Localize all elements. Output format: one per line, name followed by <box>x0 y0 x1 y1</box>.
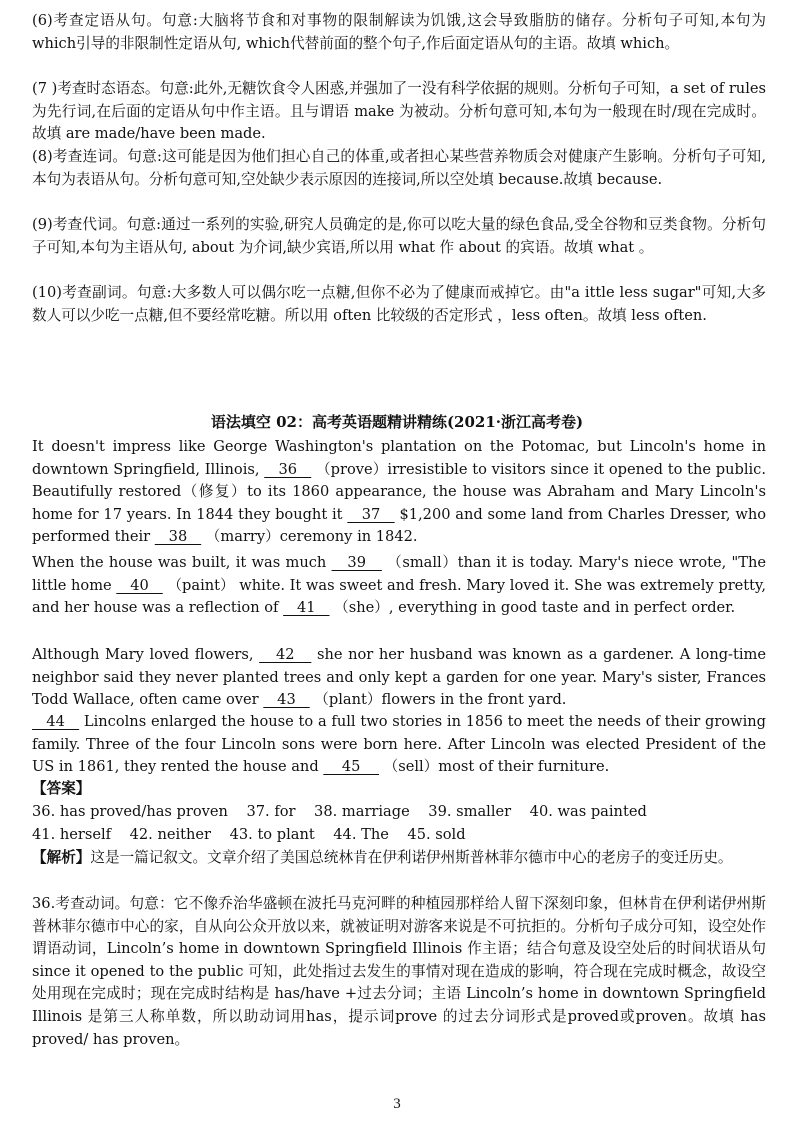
explanation-6: (6)考查定语从句。句意:大脑将节食和对事物的限制解读为饥饿,这会导致脂肪的储存。分析句子可知,本句为which引导的非限制性定语从句, which代替前面的整个句子,作后面定语从句的主语。故填 which。 <box>32 12 766 52</box>
passage-text: （small）than it is today. Mary's niece wrote, "The little home <box>32 554 767 594</box>
explanation-10: (10)考查副词。句意:大多数人可以偶尔吃一点糖,但你不必为了健康而戒掉它。由"a ittle less sugar"可知,大多数人可以少吃一点糖,但不要经常吃糖。所以用 often 比较级的否定形式 ，less often。故填 less often. <box>32 284 766 324</box>
explanation-36: 36.考查动词。句意：它不像乔治华盛顿在波托马克河畔的种植园那样给人留下深刻印象，但林肯在伊利诺伊州斯普林菲尔德市中心的家，自从向公众开放以来，就被证明对游客来说是不可抗拒的。分析句子成分可知，设空处作谓语动词，Lincoln’s home in downtown Springfield Illinois 作主语；结合句意及设空处后的时间状语从句 since it opened to the public 可知，此处指过去发生的事情对现在造成的影响，符合现在完成时概念，故设空处用现在完成时；现在完成时结构是 has/have +过去分词；主语 Lincoln’s home in downtown Springfield Illinois 是第三人称单数，所以助动词用has，提示词prove 的过去分词形式是proved或proven。故填 has proved/ has proven。 <box>32 895 766 1048</box>
passage-text: It doesn't impress like George Washington's plantation on the Potomac, but Lincoln's home in downtown Springfield, Illinois, <box>32 438 766 478</box>
analysis <box>32 847 766 870</box>
blank-40: 40 <box>116 576 163 594</box>
passage-text: （sell）most of their furniture. <box>379 758 610 776</box>
blank-38: 38 <box>154 528 202 546</box>
blank-44: 44 <box>32 713 80 730</box>
blank-42: 42 <box>259 646 312 663</box>
passage-text: Lincolns enlarged the house to a full two stories in 1856 to meet the needs of their growing family. Three of the four Lincoln sons were born here. After Lincoln was elected President of the US in 1861, they rented the house and <box>32 713 766 776</box>
blank-37: 37 <box>347 505 395 523</box>
passage-text: （she）, everything in good taste and in perfect order. <box>329 599 736 617</box>
passage-text: Although Mary loved flowers, <box>32 646 260 663</box>
blank-39: 39 <box>331 554 382 571</box>
passage-paragraph-3 <box>32 644 766 712</box>
passage-text: $1,200 and some land from Charles Dresser, who performed their <box>32 505 767 546</box>
blank-36: 36 <box>264 460 312 478</box>
explanation-9: (9)考查代词。句意:通过一系列的实验,研究人员确定的是,你可以吃大量的绿色食品,受全谷物和豆类食物。分析句子可知,本句为主语从句, about 为介词,缺少宾语,所以用 what 作 about 的宾语。故填 what 。 <box>32 216 766 256</box>
page-number: 3 <box>393 1096 401 1112</box>
passage-paragraph-1 <box>32 436 766 549</box>
passage-text: （plant）flowers in the front yard. <box>309 691 567 709</box>
passage-paragraph-4 <box>32 711 766 779</box>
passage-text: When the house was built, it was much <box>32 554 332 571</box>
blank-41: 41 <box>283 599 330 617</box>
blank-43: 43 <box>263 691 310 709</box>
answers-line-1: 36. has proved/has proven 37. for 38. marriage 39. smaller 40. was painted <box>32 803 647 820</box>
explanation-7: (7 )考查时态语态。句意:此外,无糖饮食令人困惑,并强加了一没有科学依据的规则。分析句子可知，a set of rules 为先行词,在后面的定语从句中作主语。且与谓语 make 为被动。分析句意可知,本句为一般现在时/现在完成时。故填 are made/have been made. <box>32 80 766 143</box>
answer-heading: 【答案】 <box>32 780 91 797</box>
passage-text: （marry）ceremony in 1842. <box>201 528 418 546</box>
explanation-8: (8)考查连词。句意:这可能是因为他们担心自己的体重,或者担心某些营养物质会对健康产生影响。分析句子可知,本句为表语从句。分析句意可知,空处缺少表示原因的连接词,所以空处填 because.故填 because. <box>32 148 766 188</box>
answers-line-2: 41. herself 42. neither 43. to plant 44. The 45. sold <box>32 826 466 843</box>
section-title: 语法填空 02：高考英语题精讲精练(2021·浙江高考卷) <box>210 413 584 431</box>
analysis-text: 这是一篇记叙文。文章介绍了美国总统林肯在伊利诺伊州斯普林菲尔德市中心的老房子的变迁历史。 <box>90 849 733 866</box>
passage-text: （paint） white. It was sweet and fresh. Mary loved it. She was extremely pretty, and her house was a reflection of <box>32 576 766 617</box>
analysis-heading: 【解析】 <box>32 849 91 866</box>
passage-text: （prove）irresistible to visitors since it opened to the public. Beautifully restored（修复）to its 1860 appearance, the house was Abraham and Mary Lincoln's home for 17 years. In 1844 they bought it <box>32 460 766 523</box>
passage-text: she nor her husband was known as a gardener. A long-time neighbor said they never planted trees and only kept a garden for one year. Mary's sister, Frances Todd Wallace, often came over <box>32 646 766 709</box>
blank-45: 45 <box>323 758 379 776</box>
passage-paragraph-2 <box>32 552 766 620</box>
